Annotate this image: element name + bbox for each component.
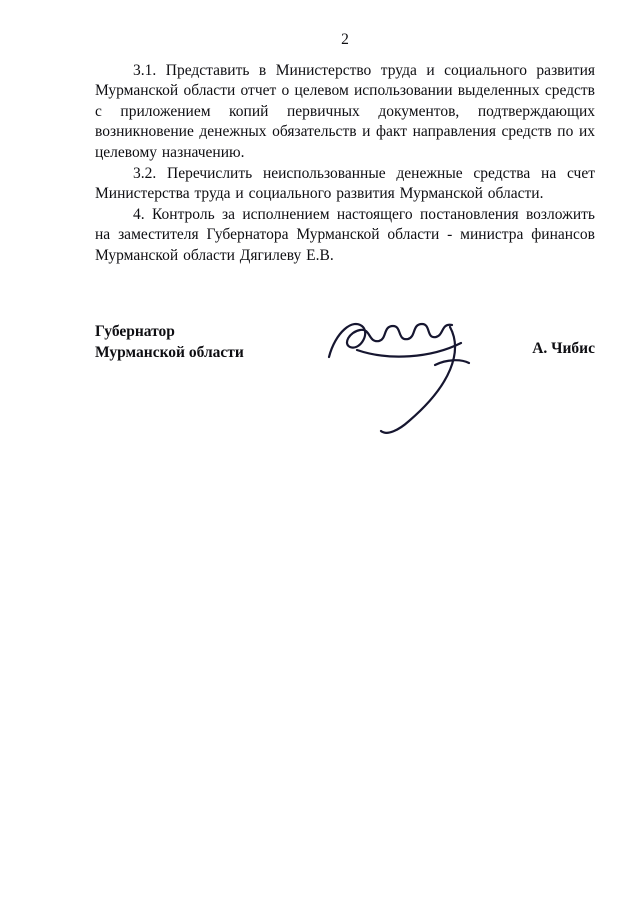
paragraph-4: 4. Контроль за исполнением настоящего постановления возложить на заместителя Губернатора Мурманской области - министра финансов Мурманской области Дягилеву Е.В. bbox=[95, 205, 595, 265]
page-number: 2 bbox=[341, 31, 349, 48]
signer-title-line1: Губернатор bbox=[95, 322, 175, 340]
document-body bbox=[95, 61, 595, 267]
signature-block bbox=[95, 321, 595, 364]
signer-title bbox=[95, 321, 244, 364]
handwritten-signature-icon bbox=[323, 303, 478, 443]
paragraph-3-2: 3.2. Перечислить неиспользованные денежные средства на счет Министерства труда и социального развития Мурманской области. bbox=[95, 164, 595, 203]
paragraph-3-1: 3.1. Представить в Министерство труда и социального развития Мурманской области отчет о целевом использовании выделенных средств с приложением копий первичных документов, подтверждающих возникновение денежных обязательств и факт направления средств по их целевому назначению. bbox=[95, 61, 595, 162]
signer-name: А. Чибис bbox=[532, 339, 595, 357]
signer-title-line2: Мурманской области bbox=[95, 344, 244, 362]
